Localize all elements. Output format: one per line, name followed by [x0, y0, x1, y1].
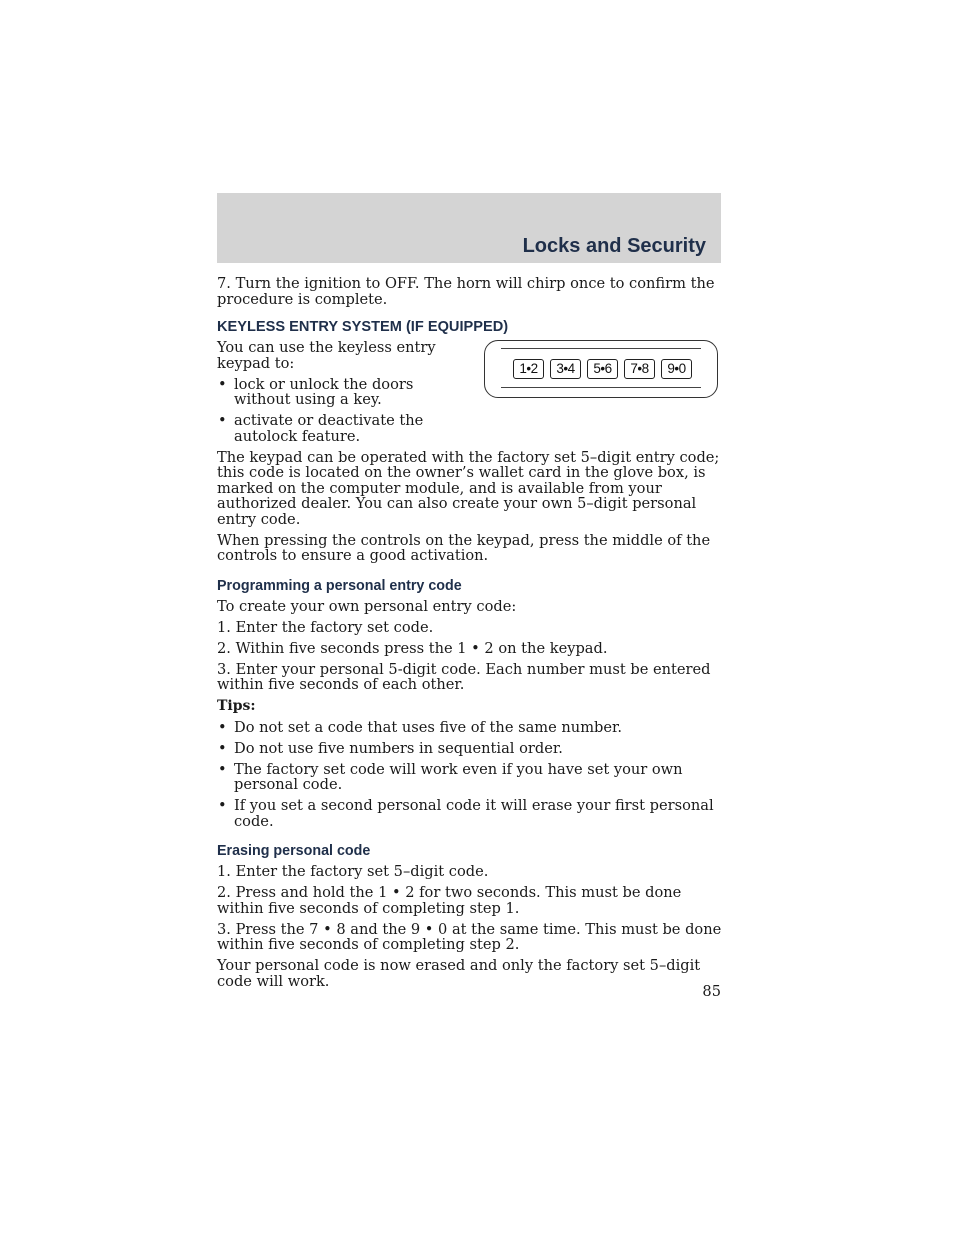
keypad-key-7-8: 7•8 — [624, 359, 655, 379]
page-number: 85 — [702, 983, 721, 1000]
erasing-closing: Your personal code is now erased and only the factory set 5–digit code will work. — [217, 957, 701, 990]
keypad-bottom-line — [501, 387, 701, 388]
keypad-key-1-2: 1•2 — [513, 359, 544, 379]
erasing-step: 2. Press and hold the 1 • 2 for two seconds. This must be done within five seconds of completing step 1. — [217, 884, 682, 917]
keyless-bullet: • lock or unlock the doors without using a key. — [217, 377, 467, 408]
keyless-paragraph-2: When pressing the controls on the keypad, press the middle of the controls to ensure a good activation. — [217, 531, 711, 564]
programming-intro: To create your own personal entry code: — [217, 597, 517, 615]
keypad-key-3-4: 3•4 — [550, 359, 581, 379]
section-header — [217, 193, 721, 263]
tip-item: • Do not use five numbers in sequential order. — [217, 741, 723, 757]
keypad-illustration — [484, 340, 718, 398]
step-7-text: 7. Turn the ignition to OFF. The horn will chirp once to confirm the procedure is complete. — [217, 275, 715, 308]
keypad-keys — [513, 359, 692, 379]
keyless-entry-heading: KEYLESS ENTRY SYSTEM (IF EQUIPPED) — [217, 319, 509, 335]
programming-step: 3. Enter your personal 5-digit code. Each number must be entered within five seconds of each other. — [217, 660, 711, 693]
keypad-key-9-0: 9•0 — [661, 359, 692, 379]
programming-heading: Programming a personal entry code — [217, 577, 462, 594]
tip-item: • Do not set a code that uses five of the same number. — [217, 720, 723, 736]
section-title: Locks and Security — [522, 235, 706, 257]
keyless-intro-block — [217, 340, 723, 444]
programming-step: 2. Within five seconds press the 1 • 2 on the keypad. — [217, 639, 608, 657]
keyless-intro: You can use the keyless entry keypad to: — [217, 339, 436, 372]
erasing-heading: Erasing personal code — [217, 843, 371, 859]
keyless-bullet: • activate or deactivate the autolock feature. — [217, 413, 467, 444]
tip-item: • If you set a second personal code it will erase your first personal code. — [217, 798, 723, 829]
erasing-step: 1. Enter the factory set 5–digit code. — [217, 863, 489, 880]
page-content — [217, 276, 723, 995]
keypad-key-5-6: 5•6 — [587, 359, 618, 379]
tips-label: Tips: — [217, 698, 256, 714]
keypad-top-line — [501, 348, 701, 349]
programming-step: 1. Enter the factory set code. — [217, 618, 434, 636]
keyless-paragraph-1: The keypad can be operated with the factory set 5–digit entry code; this code is located on the owner’s wallet card in the glove box, is marked on the computer module, and is available from your authorized dealer. You can also create your own 5–digit personal entry code. — [217, 448, 720, 528]
tip-item: • The factory set code will work even if you have set your own personal code. — [217, 762, 723, 793]
erasing-step: 3. Press the 7 • 8 and the 9 • 0 at the same time. This must be done within five seconds of completing step 2. — [217, 920, 722, 953]
